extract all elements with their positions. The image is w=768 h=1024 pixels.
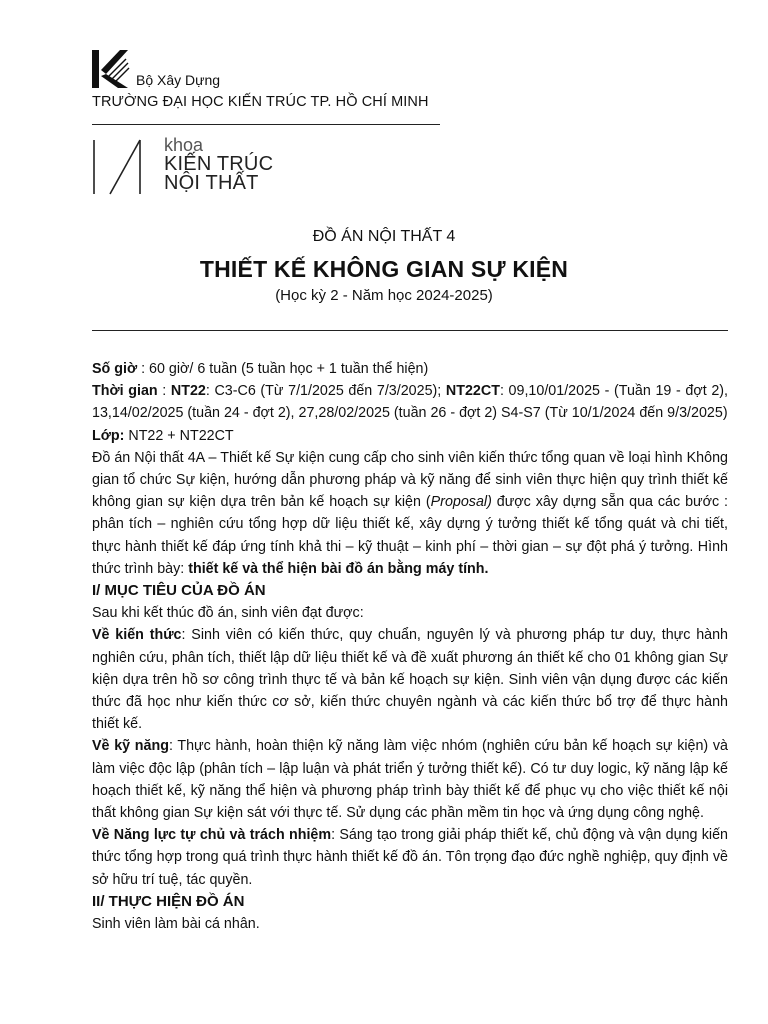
university-logo-icon [92,50,130,88]
title-divider [92,330,728,331]
class-text: NT22 + NT22CT [124,427,234,444]
time-text-1: : C3-C6 (Từ 7/1/2025 đến 7/3/2025); [205,383,446,400]
header-divider [92,124,440,125]
department-logo-icon [92,138,148,196]
ministry-name: Bộ Xây Dựng [136,72,221,88]
hours-text: : 60 giờ/ 6 tuần (5 tuần học + 1 tuần thể hiện) [137,361,429,377]
autonomy-paragraph [92,824,728,891]
autonomy-text: : Sáng tạo trong giải pháp thiết kế, chủ động và vận dụng kiến thức tổng hợp trong quá trình thực hành thiết kế đồ án. Tôn trọng đạo đức nghề nghiệp, quy định về sở hữu trí tuệ, tác quyền. [92,827,728,888]
section-heading-objectives: I/ MỤC TIÊU CỦA ĐỒ ÁN [92,582,266,600]
department-line-3: NỘI THẤT [164,172,259,194]
school-name: TRƯỜNG ĐẠI HỌC KIẾN TRÚC TP. HỒ CHÍ MINH [92,94,429,110]
skill-label: Về kỹ năng [92,738,169,755]
class-label: Lớp: [92,427,125,444]
knowledge-label: Về kiến thức [92,627,182,644]
individual-paragraph: Sinh viên làm bài cá nhân. [92,916,260,933]
knowledge-paragraph [92,624,728,735]
skill-paragraph [92,735,728,824]
intro-text-b: được xây dựng sẵn qua các bước : phân tích – nghiên cứu tổng hợp dữ liệu thiết kế, xây dựng ý tưởng thiết kế tổng quát và chi tiết, thực hành thiết kế đáp ứng tính khả thi – kỹ thuật – kinh phí – thời gian – sự đột phá ý tưởng. Hình thức trình bày: [92,494,728,577]
department-name [164,136,273,193]
autonomy-label: Về Năng lực tự chủ và trách nhiệm [92,827,332,844]
knowledge-text: : Sinh viên có kiến thức, quy chuẩn, nguyên lý và phương pháp tư duy, thực hành nghiên cứu, phân tích, thiết lập dữ liệu thiết kế và đề xuất phương án thiết kế cho 01 không gian Sự kiện dựa trên hồ sơ công trình thực tế và bản kế hoạch sự kiện. Sinh viên vận dụng được các kiến thức đã học như kiến thức cơ sở, kiến thức chuyên ngành và các kiến thức bổ trợ để thực hành thiết kế. [92,627,729,733]
hours-label: Số giờ [92,361,138,377]
time-text-2: : 09,10/01/2025 - (Tuần 19 - đợt 2), 13,14/02/2025 (tuần 24 - đợt 2), 27,28/02/2025 (tuần 26 - đợt 2) S4-S7 (Từ 10/1/2024 đến 9/3/2025) [92,383,729,422]
intro-italic: Proposal) [430,494,492,511]
course-subtitle: ĐỒ ÁN NỘI THẤT 4 [312,228,456,245]
department-line-1: khoa [164,135,204,155]
department-line-2: KIẾN TRÚC [164,153,274,175]
time-label: Thời gian [92,383,158,400]
time-paragraph [92,380,728,424]
class-paragraph [92,425,728,447]
document-body [92,358,728,935]
course-term: (Học kỳ 2 - Năm học 2024-2025) [275,287,493,304]
time-nt22ct: NT22CT [445,383,500,400]
section-heading-implementation: II/ THỰC HIỆN ĐỒ ÁN [92,892,245,910]
time-nt22: NT22 [170,383,206,400]
intro-paragraph [92,447,728,580]
time-separator: : [157,383,171,400]
intro-text-a: Đồ án Nội thất 4A – Thiết kế Sự kiện cung cấp cho sinh viên kiến thức tổng quan về loại hình Không gian tổ chức Sự kiện, hướng dẫn phương pháp và kỹ năng để sinh viên thực hiện quy trình thiết kế không gian sự kiện dựa trên bản kế hoạch sự kiện ( [92,449,728,511]
after-paragraph: Sau khi kết thúc đồ án, sinh viên đạt được: [92,605,364,622]
skill-text: : Thực hành, hoàn thiện kỹ năng làm việc nhóm (nghiên cứu bản kế hoạch sự kiện) và làm việc độc lập (phân tích – lập luận và phát triển ý tưởng thiết kế). Có tư duy logic, kỹ năng lập kế hoạch thiết kế, kỹ năng thể hiện và phương pháp trình bày thiết kế để phục vụ cho việc thiết kế nội thất không gian Sự kiện sát với thực tế. Sử dụng các phần mềm tin học và ứng dụng công nghệ. [92,738,728,822]
hours-paragraph [92,358,728,380]
intro-bold: thiết kế và thể hiện bài đồ án bằng máy tính. [188,560,489,577]
course-title: THIẾT KẾ KHÔNG GIAN SỰ KIỆN [199,256,569,282]
